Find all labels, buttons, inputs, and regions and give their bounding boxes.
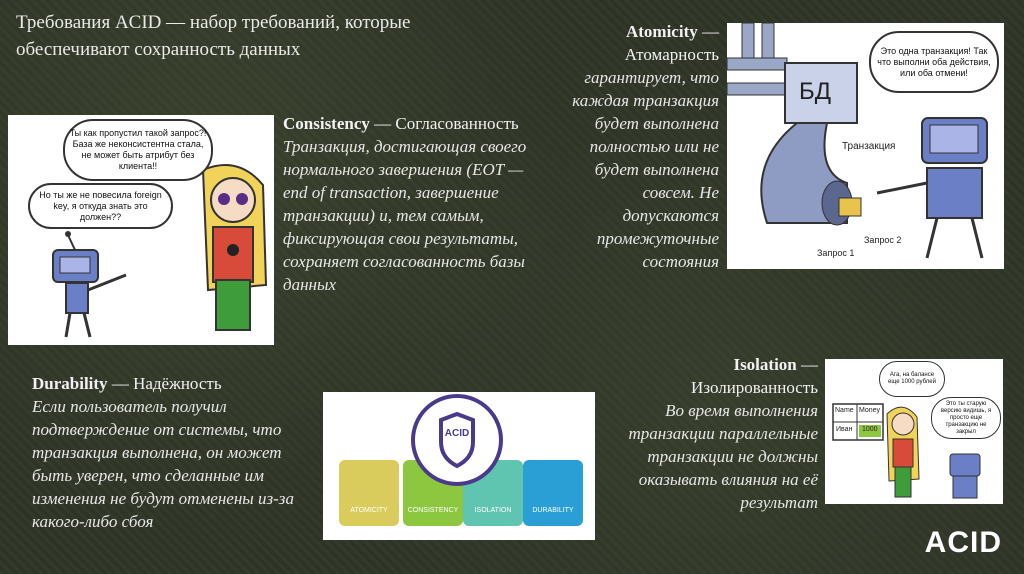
isolation-heading xyxy=(618,353,818,399)
isolation-bubble-left-text: Ага, на балансе еще 1000 рублей xyxy=(888,372,936,385)
durability-term: Durability xyxy=(32,374,108,393)
acid-bar-atomicity-label: ATOMICITY xyxy=(350,507,388,514)
isolation-term: Isolation xyxy=(733,355,797,374)
acid-bar-durability xyxy=(523,460,583,526)
atomicity-bubble xyxy=(869,31,999,93)
consistency-bubble-bottom-text: Но ты же не повесила foreign key, я откуда знать это должен?? xyxy=(39,189,162,222)
acid-graphic xyxy=(323,392,595,540)
acid-emblem-circle xyxy=(411,394,503,486)
request-2-label: Запрос 2 xyxy=(864,235,902,245)
intro-text-content: Требования ACID — набор требований, которые обеспечивают сохранность данных xyxy=(16,12,411,60)
durability-body: Если пользователь получил подтверждение от системы, что транзакция выполнена, он может быть уверен, что сделанные им изменения не будут отменены из-за какого-либо сбоя xyxy=(32,397,294,531)
atomicity-body: гарантирует, что каждая транзакция будет выполнена полностью или не будет выполнена совсем. Не допускаются промежуточные состояния xyxy=(572,68,719,271)
intro-text xyxy=(16,9,416,63)
isolation-comic xyxy=(825,359,1003,504)
isolation-table-ivan: Иван xyxy=(836,426,853,433)
atomicity-comic xyxy=(727,23,1004,269)
acid-bar-consistency-label: CONSISTENCY xyxy=(407,507,459,514)
consistency-block xyxy=(283,112,528,296)
consistency-body: Транзакция, достигающая своего нормального завершения (EOT — end of transaction, завершение транзакции) и, тем самым, фиксирующая свои результаты, сохраняет согласованность базы данных xyxy=(283,137,527,294)
isolation-bubble-right xyxy=(931,397,1001,439)
consistency-bubble-top xyxy=(63,119,213,181)
durability-block xyxy=(32,372,302,533)
shield-icon xyxy=(415,398,499,482)
consistency-term: Consistency xyxy=(283,114,370,133)
atomicity-translation: — Атомарность xyxy=(624,22,719,64)
acid-bar-atomicity xyxy=(339,460,399,526)
acid-bar-durability-label: DURABILITY xyxy=(532,507,574,514)
corner-title: ACID xyxy=(924,526,1002,559)
atomicity-bubble-text: Это одна транзакция! Так что выполни оба действия, или оба отмени! xyxy=(877,45,991,78)
isolation-body: Во время выполнения транзакции параллельные транзакции не должны оказывать влияния на её результат xyxy=(628,401,818,512)
isolation-table-name: Name xyxy=(835,407,854,414)
consistency-bubble-bottom xyxy=(28,183,173,229)
db-label: БД xyxy=(799,78,832,105)
isolation-table-value: 1000 xyxy=(862,426,878,433)
acid-shield-label: ACID xyxy=(444,428,470,439)
atomicity-heading xyxy=(565,20,719,66)
request-1-label: Запрос 1 xyxy=(817,248,855,258)
isolation-translation: — Изолированность xyxy=(691,355,818,397)
isolation-table-money: Money xyxy=(859,407,881,414)
consistency-bubble-top-text: Ты как пропустил такой запрос?! База же неконсистентна стала, не может быть атрибут без клиента!! xyxy=(69,128,207,171)
consistency-translation: — Согласованность xyxy=(369,114,519,133)
consistency-heading xyxy=(283,112,528,135)
consistency-comic xyxy=(8,115,274,345)
acid-bar-isolation-label: ISOLATION xyxy=(474,507,512,514)
atomicity-block xyxy=(565,20,719,273)
durability-translation: — Надёжность xyxy=(107,374,222,393)
isolation-block xyxy=(618,353,818,514)
isolation-bubble-right-text: Это ты старую версию видишь, я просто еще транзакцию не закрыл xyxy=(940,400,992,435)
isolation-bubble-left xyxy=(879,361,945,397)
durability-heading xyxy=(32,372,302,395)
transaction-label: Транзакция xyxy=(842,141,896,152)
atomicity-term: Atomicity xyxy=(625,22,698,41)
